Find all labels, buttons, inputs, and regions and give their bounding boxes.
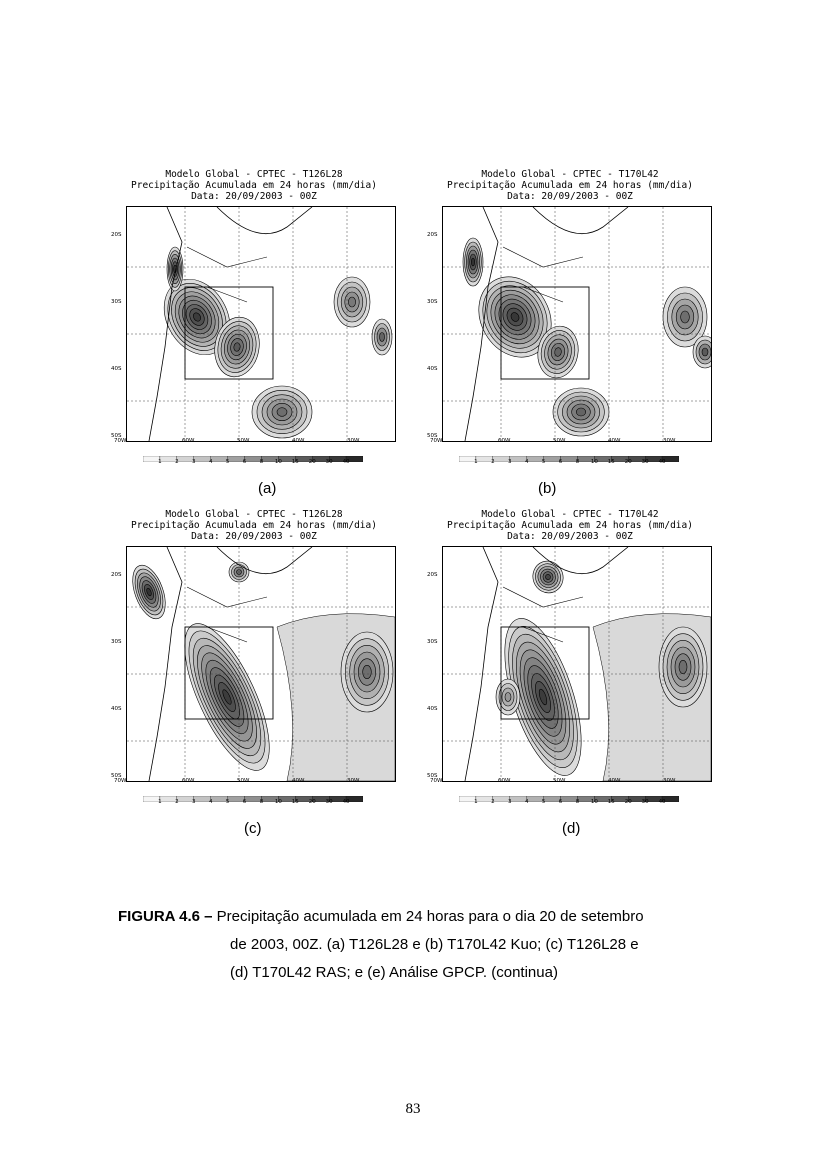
colorbar-tick-label: 5 bbox=[225, 459, 230, 465]
colorbar-tick-label: 40 bbox=[658, 799, 666, 805]
colorbar-tick-label: 40 bbox=[342, 799, 350, 805]
colorbar-tick-label: 5 bbox=[541, 459, 546, 465]
colorbar-tick-label: 6 bbox=[242, 459, 247, 465]
page-number: 83 bbox=[405, 1101, 421, 1117]
lat-tick-label: 40S bbox=[111, 706, 122, 712]
colorbar-tick-label: 8 bbox=[259, 799, 264, 805]
lon-tick-label: 60W bbox=[182, 438, 195, 444]
lat-tick-label: 30S bbox=[427, 299, 438, 305]
colorbar-tick-label: 2 bbox=[491, 459, 495, 465]
lat-tick-label: 40S bbox=[427, 366, 438, 372]
colorbar-tick-label: 40 bbox=[658, 459, 666, 465]
colorbar-tick-label: 2 bbox=[175, 799, 179, 805]
panel-title-line2: Precipitação Acumulada em 24 horas (mm/dia) bbox=[447, 180, 693, 191]
lat-tick-label: 30S bbox=[427, 639, 438, 645]
precip-map bbox=[126, 546, 396, 782]
figure-panel-d bbox=[425, 510, 715, 810]
lon-tick-label: 40W bbox=[292, 778, 305, 784]
colorbar-tick-label: 3 bbox=[192, 799, 196, 805]
panel-label-b: (b) bbox=[538, 480, 557, 497]
panel-title-line1: Modelo Global - CPTEC - T170L42 bbox=[481, 169, 659, 180]
colorbar-tick-label: 15 bbox=[607, 799, 615, 805]
colorbar-tick-label: 3 bbox=[192, 459, 196, 465]
panel-title-line3: Data: 20/09/2003 - 00Z bbox=[507, 191, 633, 202]
colorbar bbox=[459, 789, 679, 795]
lon-tick-label: 70W bbox=[430, 438, 443, 444]
colorbar-tick-label: 10 bbox=[590, 459, 598, 465]
colorbar-tick-label: 10 bbox=[274, 459, 282, 465]
panel-title-line2: Precipitação Acumulada em 24 horas (mm/dia) bbox=[131, 520, 377, 531]
colorbar-tick-label: 2 bbox=[175, 459, 179, 465]
lon-tick-label: 50W bbox=[237, 438, 250, 444]
figure-panel-a bbox=[109, 170, 399, 470]
colorbar-tick-label: 4 bbox=[208, 459, 213, 465]
lon-tick-label: 40W bbox=[608, 438, 621, 444]
lon-tick-label: 70W bbox=[114, 778, 127, 784]
caption-line2: de 2003, 00Z. (a) T126L28 e (b) T170L42 Kuo; (c) T126L28 e bbox=[230, 936, 639, 953]
colorbar-tick-label: 1 bbox=[474, 459, 478, 465]
colorbar-tick-label: 4 bbox=[208, 799, 213, 805]
colorbar-tick-label: 20 bbox=[624, 799, 632, 805]
caption-line1: Precipitação acumulada em 24 horas para o dia 20 de setembro bbox=[216, 908, 644, 925]
panel-title-line1: Modelo Global - CPTEC - T126L28 bbox=[165, 509, 343, 520]
colorbar-tick-label: 3 bbox=[508, 459, 512, 465]
panel-title-line3: Data: 20/09/2003 - 00Z bbox=[191, 191, 317, 202]
lon-tick-label: 70W bbox=[114, 438, 127, 444]
colorbar bbox=[459, 449, 679, 455]
lon-tick-label: 70W bbox=[430, 778, 443, 784]
lon-tick-label: 50W bbox=[553, 778, 566, 784]
colorbar-tick-label: 4 bbox=[524, 799, 529, 805]
colorbar-tick-label: 8 bbox=[575, 799, 580, 805]
colorbar-tick-label: 1 bbox=[158, 459, 162, 465]
panel-title-line3: Data: 20/09/2003 - 00Z bbox=[507, 531, 633, 542]
colorbar-tick-label: 10 bbox=[274, 799, 282, 805]
precip-map bbox=[442, 546, 712, 782]
figure-panel-b bbox=[425, 170, 715, 470]
lon-tick-label: 30W bbox=[347, 778, 360, 784]
lat-tick-label: 20S bbox=[427, 572, 438, 578]
lat-tick-label: 50S bbox=[111, 433, 122, 439]
colorbar-tick-label: 6 bbox=[558, 799, 563, 805]
colorbar-tick-label: 30 bbox=[325, 459, 333, 465]
lat-tick-label: 20S bbox=[111, 232, 122, 238]
colorbar-tick-label: 20 bbox=[624, 459, 632, 465]
figure-caption bbox=[118, 903, 712, 987]
lat-tick-label: 20S bbox=[427, 232, 438, 238]
lat-tick-label: 30S bbox=[111, 299, 122, 305]
lat-tick-label: 50S bbox=[111, 773, 122, 779]
panel-title-line2: Precipitação Acumulada em 24 horas (mm/dia) bbox=[131, 180, 377, 191]
colorbar-tick-label: 40 bbox=[342, 459, 350, 465]
lat-tick-label: 50S bbox=[427, 433, 438, 439]
lon-tick-label: 40W bbox=[608, 778, 621, 784]
colorbar-tick-label: 5 bbox=[541, 799, 546, 805]
panel-label-a: (a) bbox=[258, 480, 277, 497]
lat-tick-label: 40S bbox=[111, 366, 122, 372]
colorbar-tick-label: 10 bbox=[590, 799, 598, 805]
colorbar-tick-label: 1 bbox=[474, 799, 478, 805]
panel-title-line2: Precipitação Acumulada em 24 horas (mm/dia) bbox=[447, 520, 693, 531]
colorbar-tick-label: 2 bbox=[491, 799, 495, 805]
precip-map bbox=[126, 206, 396, 442]
colorbar-tick-label: 3 bbox=[508, 799, 512, 805]
colorbar-tick-label: 4 bbox=[524, 459, 529, 465]
lon-tick-label: 60W bbox=[182, 778, 195, 784]
lat-tick-label: 50S bbox=[427, 773, 438, 779]
colorbar-tick-label: 8 bbox=[259, 459, 264, 465]
figure-panel-c bbox=[109, 510, 399, 810]
colorbar-tick-label: 6 bbox=[242, 799, 247, 805]
lon-tick-label: 60W bbox=[498, 438, 511, 444]
caption-line3: (d) T170L42 RAS; e (e) Análise GPCP. (continua) bbox=[230, 964, 558, 981]
colorbar-tick-label: 15 bbox=[607, 459, 615, 465]
colorbar-tick-label: 15 bbox=[291, 459, 299, 465]
panel-title-line1: Modelo Global - CPTEC - T126L28 bbox=[165, 169, 343, 180]
panel-title-line1: Modelo Global - CPTEC - T170L42 bbox=[481, 509, 659, 520]
lon-tick-label: 50W bbox=[553, 438, 566, 444]
lon-tick-label: 30W bbox=[663, 778, 676, 784]
precip-map bbox=[442, 206, 712, 442]
lon-tick-label: 30W bbox=[347, 438, 360, 444]
colorbar-tick-label: 30 bbox=[641, 799, 649, 805]
colorbar-tick-label: 1 bbox=[158, 799, 162, 805]
colorbar-tick-label: 8 bbox=[575, 459, 580, 465]
lon-tick-label: 30W bbox=[663, 438, 676, 444]
panel-label-c: (c) bbox=[244, 820, 262, 837]
lon-tick-label: 60W bbox=[498, 778, 511, 784]
lat-tick-label: 20S bbox=[111, 572, 122, 578]
lat-tick-label: 30S bbox=[111, 639, 122, 645]
colorbar-tick-label: 5 bbox=[225, 799, 230, 805]
colorbar-tick-label: 30 bbox=[325, 799, 333, 805]
lon-tick-label: 50W bbox=[237, 778, 250, 784]
caption-head: FIGURA 4.6 – bbox=[118, 908, 213, 925]
colorbar-tick-label: 20 bbox=[308, 459, 316, 465]
panel-title-line3: Data: 20/09/2003 - 00Z bbox=[191, 531, 317, 542]
lon-tick-label: 40W bbox=[292, 438, 305, 444]
panel-label-d: (d) bbox=[562, 820, 581, 837]
colorbar-tick-label: 30 bbox=[641, 459, 649, 465]
lat-tick-label: 40S bbox=[427, 706, 438, 712]
colorbar bbox=[143, 789, 363, 795]
colorbar-tick-label: 6 bbox=[558, 459, 563, 465]
colorbar bbox=[143, 449, 363, 455]
colorbar-tick-label: 20 bbox=[308, 799, 316, 805]
colorbar-tick-label: 15 bbox=[291, 799, 299, 805]
